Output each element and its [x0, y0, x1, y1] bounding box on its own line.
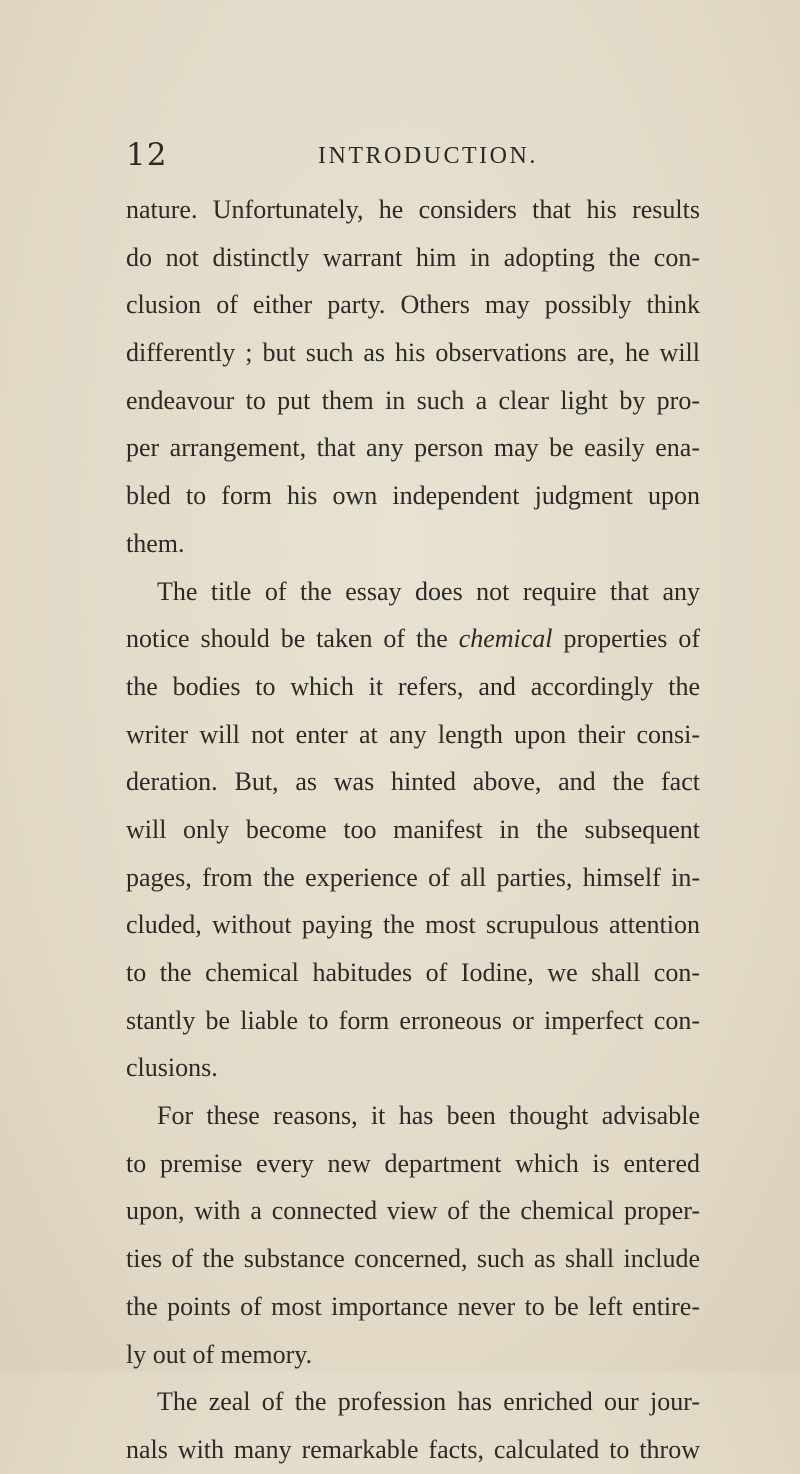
text-span: notice should be taken of the	[126, 624, 459, 654]
text-line: the points of most importance never to be left entire-	[126, 1291, 700, 1321]
body-text	[126, 186, 700, 1474]
text-line: upon, with a connected view of the chemical proper-	[126, 1196, 700, 1226]
text-line: The zeal of the profession has enriched our jour-	[157, 1387, 700, 1417]
text-line: cluded, without paying the most scrupulous attention	[126, 910, 700, 940]
text-line: ties of the substance concerned, such as shall include	[126, 1244, 700, 1274]
text-line: stantly be liable to form erroneous or imperfect con-	[126, 1005, 700, 1035]
text-line: endeavour to put them in such a clear light by pro-	[126, 385, 700, 415]
text-line	[126, 615, 700, 663]
text-line: The title of the essay does not require that any	[157, 576, 700, 606]
text-line: writer will not enter at any length upon their consi-	[126, 719, 700, 749]
text-line: will only become too manifest in the subsequent	[126, 814, 700, 844]
text-line: ly out of memory.	[126, 1339, 313, 1369]
text-line: do not distinctly warrant him in adopting the con-	[126, 242, 700, 272]
text-line: differently ; but such as his observations are, he will	[126, 338, 700, 368]
italic-word: chemical	[458, 624, 553, 654]
running-head: INTRODUCTION.	[318, 143, 538, 169]
text-line: pages, from the experience of all parties, himself in-	[126, 862, 700, 892]
text-line: bled to form his own independent judgment upon	[126, 481, 700, 511]
text-line: deration. But, as was hinted above, and the fact	[126, 767, 700, 797]
text-line: For these reasons, it has been thought advisable	[157, 1101, 700, 1131]
text-line: nals with many remarkable facts, calculated to throw	[126, 1434, 700, 1464]
page-number: 12	[126, 137, 168, 173]
text-span: properties of	[552, 624, 700, 654]
page-header	[126, 137, 716, 177]
text-line: to the chemical habitudes of Iodine, we shall con-	[126, 958, 700, 987]
text-line: them.	[126, 528, 185, 558]
text-line: to premise every new department which is entered	[126, 1148, 700, 1178]
text-line: per arrangement, that any person may be easily ena-	[126, 433, 700, 463]
text-line: nature. Unfortunately, he considers that his results	[126, 195, 700, 224]
text-line: clusions.	[126, 1053, 218, 1083]
text-line: the bodies to which it refers, and accordingly the	[126, 671, 700, 701]
text-line: clusion of either party. Others may possibly think	[126, 290, 700, 320]
